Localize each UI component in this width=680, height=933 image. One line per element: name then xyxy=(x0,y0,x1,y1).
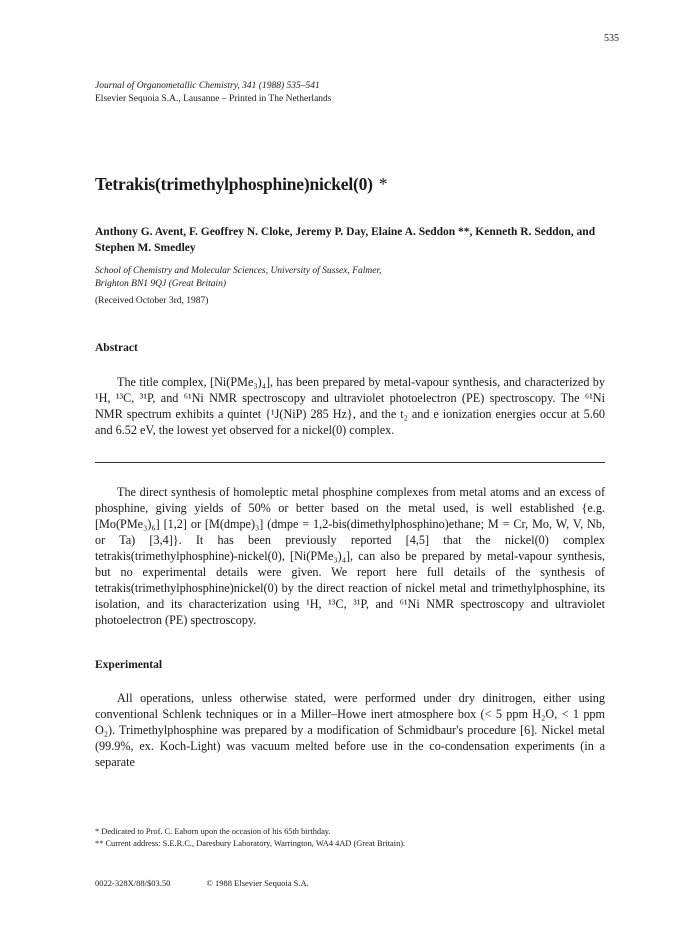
footnote-dedication: * Dedicated to Prof. C. Eaborn upon the occasion of his 65th birthday. xyxy=(95,827,331,836)
copyright-line xyxy=(95,878,309,888)
journal-citation: Journal of Organometallic Chemistry, 341 (1988) 535–541 xyxy=(95,81,320,91)
section-divider xyxy=(95,462,605,463)
issn-price: 0022-328X/88/$03.50 xyxy=(95,878,171,888)
publisher-line: Elsevier Sequoia S.A., Lausanne – Printed in The Netherlands xyxy=(95,94,332,104)
received-date: (Received October 3rd, 1987) xyxy=(95,296,209,306)
abstract-text: The title complex, [Ni(PMe₃)₄], has been prepared by metal-vapour synthesis, and characterized by ¹H, ¹³C, ³¹P, and ⁶¹Ni NMR spectroscopy and ultraviolet photoelectron (PE) spectroscopy. The ⁶¹Ni NMR spectrum exhibits a quintet {¹J(NiP) 285 Hz}, and the t₂ and e ionization energies occur at 5.60 and 6.52 eV, the lowest yet observed for a nickel(0) complex. xyxy=(95,375,605,437)
affiliation xyxy=(95,265,382,291)
author-list: Anthony G. Avent, F. Geoffrey N. Cloke, Jeremy P. Day, Elaine A. Seddon **, Kenneth R. Seddon, and Stephen M. Smedley xyxy=(95,226,596,254)
copyright-notice: © 1988 Elsevier Sequoia S.A. xyxy=(206,878,309,888)
page-number: 535 xyxy=(604,33,619,44)
experimental-heading: Experimental xyxy=(95,659,163,671)
affiliation-line-2: Brighton BN1 9QJ (Great Britain) xyxy=(95,279,227,289)
article-title: Tetrakis(trimethylphosphine)nickel(0) xyxy=(95,174,373,194)
footnotes xyxy=(95,826,405,849)
article-title-block xyxy=(95,174,387,195)
journal-header xyxy=(95,80,331,106)
affiliation-line-1: School of Chemistry and Molecular Sciences, University of Sussex, Falmer, xyxy=(95,266,382,276)
intro-paragraph: The direct synthesis of homoleptic metal phosphine complexes from metal atoms and an excess of phosphine, giving yields of 50% or better based on the metal used, is well established {e.g. [Mo(PMe₃)₆] [1,2] or [M(dmpe)₃] (dmpe = 1,2-bis(dimethylphosphino)ethane; M = Cr, Mo, W, V, Nb, or Ta) [3,4]}. It has been previously reported [4,5] that the nickel(0) complex tetrakis(trimethylphosphine)-nickel(0), [Ni(PMe₃)₄], can also be prepared by metal-vapour synthesis, but no experimental details were given. We report here full details of the synthesis of tetrakis(trimethylphosphine)nickel(0) by the direct reaction of nickel metal and trimethylphosphine, its isolation, and its characterization using ¹H, ¹³C, ³¹P, and ⁶¹Ni NMR spectroscopy and ultraviolet photoelectron (PE) spectroscopy. xyxy=(95,485,605,627)
footnote-address: ** Current address: S.E.R.C., Daresbury Laboratory, Warrington, WA4 4AD (Great Britain). xyxy=(95,838,406,848)
experimental-paragraph: All operations, unless otherwise stated, were performed under dry dinitrogen, either using conventional Schlenk techniques or in a Miller–Howe inert atmosphere box (< 5 ppm H₂O, < 1 ppm O₂). Trimethylphosphine was prepared by a modification of Schmidbaur's procedure [6]. Nickel metal (99.9%, ex. Koch-Light) was vacuum melted before use in the co-condensation experiments (in a separate xyxy=(95,691,605,769)
abstract-heading: Abstract xyxy=(95,342,138,354)
title-footnote-mark: * xyxy=(378,174,388,194)
